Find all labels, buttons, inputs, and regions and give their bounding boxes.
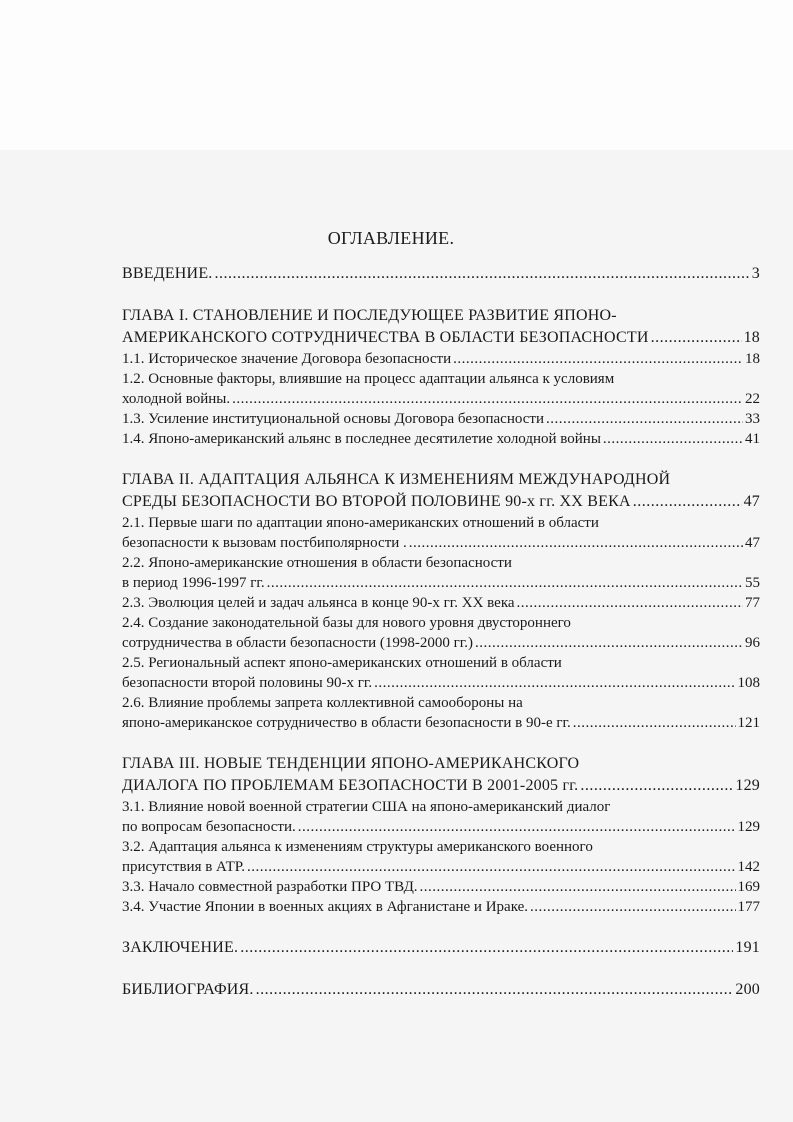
- toc-section: 2.3. Эволюция целей и задач альянса в конце 90-х гг. XX века ..... 77: [122, 593, 760, 613]
- toc-section: 2.2. Японо-американские отношения в области безопасности в период 1996-1997 гг. ..... 55: [122, 553, 760, 593]
- toc-section: 2.5. Региональный аспект японо-американских отношений в области безопасности второй половины 90-х гг. ..... 108: [122, 653, 760, 693]
- toc-section: 3.2. Адаптация альянса к изменениям структуры американского военного присутствия в АТР. ..... 142: [122, 837, 760, 877]
- toc-chapter-1: [122, 305, 760, 349]
- page-number: 191: [735, 939, 760, 956]
- page-number: 18: [743, 329, 760, 346]
- toc-chapter-2: [122, 469, 760, 513]
- chapter-title-line: ГЛАВА I. СТАНОВЛЕНИЕ И ПОСЛЕДУЮЩЕЕ РАЗВИТИЕ ЯПОНО-: [122, 307, 617, 324]
- page-number: 41: [745, 431, 760, 447]
- chapter-title-line: СРЕДЫ БЕЗОПАСНОСТИ ВО ВТОРОЙ ПОЛОВИНЕ 90-х гг. XX ВЕКА: [122, 493, 631, 510]
- page-number: 47: [743, 493, 760, 510]
- toc-section: 2.4. Создание законодательной базы для нового уровня двустороннего сотрудничества в области безопасности (1998-2000 гг.) ..... 96: [122, 613, 760, 653]
- toc-section: 3.1. Влияние новой военной стратегии США на японо-американский диалог по вопросам безопасности. ..... 129: [122, 797, 760, 837]
- page-number: 22: [745, 391, 760, 407]
- page-number: 129: [737, 819, 760, 835]
- toc-entry-conclusion: ЗАКЛЮЧЕНИЕ. ..... 191: [122, 937, 760, 959]
- chapter-title-line: ГЛАВА III. НОВЫЕ ТЕНДЕНЦИИ ЯПОНО-АМЕРИКАНСКОГО: [122, 755, 580, 772]
- page-number: 96: [745, 635, 760, 651]
- toc-entry-bibliography: БИБЛИОГРАФИЯ. ..... 200: [122, 979, 760, 1001]
- toc-section: 2.6. Влияние проблемы запрета коллективной самообороны на японо-американское сотрудничество в области безопасности в 90-е гг. ..... 121: [122, 693, 760, 733]
- toc-section: 1.4. Японо-американский альянс в последнее десятилетие холодной войны ..... 41: [122, 429, 760, 449]
- page-number: 33: [745, 411, 760, 427]
- toc-section: 3.3. Начало совместной разработки ПРО ТВД. ..... 169: [122, 877, 760, 897]
- toc-section: 3.4. Участие Японии в военных акциях в Афганистане и Ираке. ..... 177: [122, 897, 760, 917]
- page-title: ОГЛАВЛЕНИЕ.: [327, 228, 455, 248]
- page-number: 121: [737, 715, 760, 731]
- page-number: 177: [737, 899, 760, 915]
- toc-chapter-3: [122, 753, 760, 797]
- chapter-title-line: АМЕРИКАНСКОГО СОТРУДНИЧЕСТВА В ОБЛАСТИ БЕЗОПАСНОСТИ: [122, 329, 649, 346]
- chapter-title-line: ГЛАВА II. АДАПТАЦИЯ АЛЬЯНСА К ИЗМЕНЕНИЯМ МЕЖДУНАРОДНОЙ: [122, 471, 671, 488]
- scan-margin: [0, 0, 793, 150]
- page-number: 142: [737, 859, 760, 875]
- page-number: 18: [745, 351, 760, 367]
- page-number: 169: [737, 879, 760, 895]
- table-of-contents: [122, 228, 760, 1001]
- page-number: 77: [745, 595, 760, 611]
- page-number: 129: [735, 777, 760, 794]
- toc-section: 1.2. Основные факторы, влиявшие на процесс адаптации альянса к условиям холодной войны. ..... 22: [122, 369, 760, 409]
- chapter-title-line: ДИАЛОГА ПО ПРОБЛЕМАМ БЕЗОПАСНОСТИ В 2001-2005 гг.: [122, 777, 579, 794]
- page-number: 200: [735, 981, 760, 998]
- page-number: 108: [737, 675, 760, 691]
- page-number: 47: [745, 535, 760, 551]
- toc-section: 2.1. Первые шаги по адаптации японо-американских отношений в области безопасности к вызовам постбиполярности . ..... 47: [122, 513, 760, 553]
- page-number: 3: [751, 265, 760, 282]
- toc-entry-introduction: ВВЕДЕНИЕ. ..... 3: [122, 263, 760, 285]
- page-number: 55: [745, 575, 760, 591]
- dot-leader: [215, 263, 750, 285]
- toc-section: 1.1. Историческое значение Договора безопасности ..... 18: [122, 349, 760, 369]
- toc-section: 1.3. Усиление институциональной основы Договора безопасности ..... 33: [122, 409, 760, 429]
